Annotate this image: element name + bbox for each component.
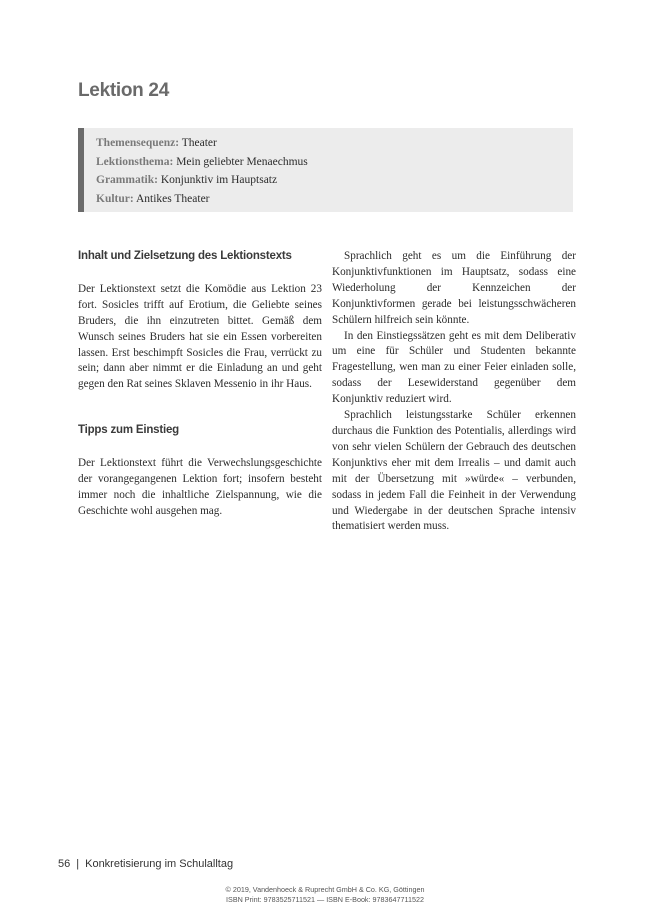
left-column bbox=[78, 249, 322, 520]
section-heading-tips: Tipps zum Einstieg bbox=[78, 424, 179, 437]
page-title: Lektion 24 bbox=[78, 80, 169, 101]
info-row-theme-sequence bbox=[96, 134, 573, 153]
lesson-info-box bbox=[78, 128, 573, 212]
isbn-line: ISBN Print: 9783525711521 — ISBN E-Book: 9783647711522 bbox=[226, 895, 424, 904]
info-row-culture bbox=[96, 190, 573, 209]
info-value: Theater bbox=[181, 137, 217, 149]
paragraph: Sprachlich geht es um die Einführung der Konjunktivfunktionen im Hauptsatz, sodass eine Wiederholung der Kennzeichen der Konjunktivformen gerade bei leistungsschwächeren Schülern hilfreich sein könnte. bbox=[332, 250, 576, 326]
info-key: Themensequenz: bbox=[96, 137, 180, 149]
section-text-content: Der Lektionstext setzt die Komödie aus Lektion 23 fort. Sosicles trifft auf Erotium, die Geliebte seines Bruders, die ihn einzutreten bittet. Gemäß dem Wunsch seines Bruders hat sie ein Essen vorbereiten lassen. Erst beschimpft Sosicles die Frau, verrückt zu sein; dann aber nimmt er die Einladung an und geht gegen den Rat seines Sklaven Messenio in ihr Haus. bbox=[78, 282, 322, 391]
running-section-title: Konkretisierung im Schulalltag bbox=[85, 858, 234, 870]
info-row-grammar bbox=[96, 171, 573, 190]
info-value: Mein geliebter Menaechmus bbox=[176, 155, 308, 168]
info-key: Grammatik: bbox=[96, 174, 158, 186]
copyright-line: © 2019, Vandenhoeck & Ruprecht GmbH & Co. KG, Göttingen bbox=[225, 885, 425, 894]
section-text-tips: Der Lektionstext führt die Verwechslungsgeschichte der vorangegangenen Lektion fort; insofern besteht immer noch die inhaltliche Zielspannung, wie die Geschichte wohl ausgehen mag. bbox=[78, 457, 322, 517]
info-row-lesson-theme bbox=[96, 153, 573, 172]
right-column bbox=[332, 249, 576, 535]
page-footer bbox=[58, 858, 233, 870]
copyright-notice bbox=[0, 885, 650, 905]
section-heading-content: Inhalt und Zielsetzung des Lektionstexts bbox=[78, 250, 292, 262]
paragraph: In den Einstiegssätzen geht es mit dem Deliberativ um eine für Schüler und Studenten bekannte Fragestellung, wen man zu einer Feier einladen solle, sodass der Lesewiderstand gegenüber dem Konjunktiv reduziert wird. bbox=[332, 329, 576, 406]
info-value: Konjunktiv im Hauptsatz bbox=[160, 174, 278, 186]
page-number: 56 bbox=[58, 858, 71, 870]
paragraph: Sprachlich leistungsstarke Schüler erkennen durchaus die Funktion des Potentialis, allerdings wird von sehr vielen Schülern der Gebrauch des deutschen Konjunktivs eher mit dem Irrealis – und damit auch mit der Übersetzung mit »würde« – verbunden, sodass in jedem Fall die Feinheit in der Verwendung und Wiedergabe in der deutschen Sprache intensiv thematisiert werden muss. bbox=[332, 409, 576, 533]
footer-separator: | bbox=[76, 858, 80, 870]
info-key: Lektionsthema: bbox=[96, 155, 174, 168]
info-value: Antikes Theater bbox=[135, 192, 210, 205]
info-key: Kultur: bbox=[96, 192, 134, 205]
